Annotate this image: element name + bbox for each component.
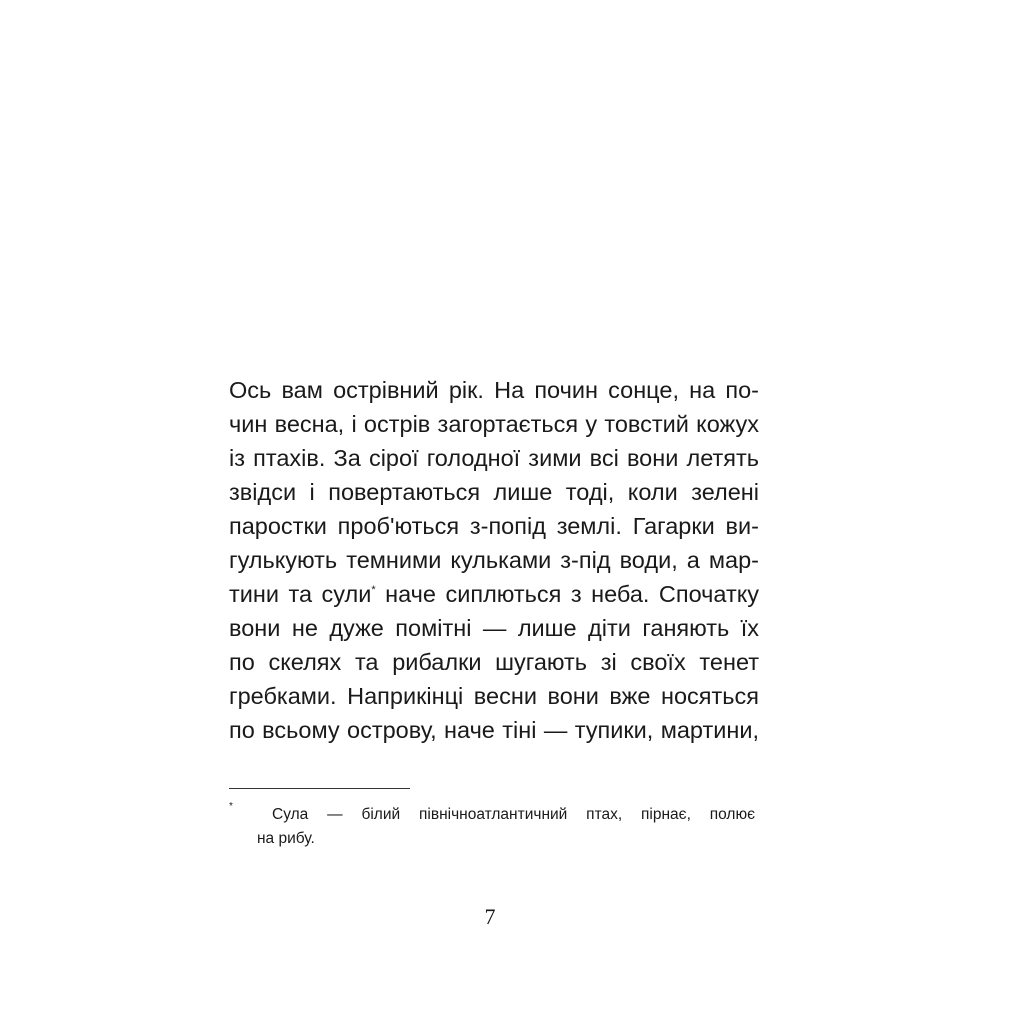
text-line: паростки проб'ються з-попід землі. Гагарки ви- — [229, 513, 759, 539]
text-line: чин весна, і острів загортається у товстий кожух — [229, 411, 759, 437]
text-line: по всьому острову, наче тіні — тупики, мартини, — [229, 717, 759, 743]
text-line: по скелях та рибалки шугають зі своїх тенет — [229, 649, 759, 675]
footnote-reference[interactable]: * — [371, 584, 376, 596]
text-line: вони не дуже помітні — лише діти ганяють їх — [229, 615, 759, 641]
text-line: звідси і повертаються лише тоді, коли зелені — [229, 479, 759, 505]
text-line: Ось вам острівний рік. На почин сонце, на по- — [229, 377, 759, 403]
footnote-divider — [229, 788, 410, 789]
footnote-marker: * — [229, 801, 233, 812]
text-fragment: тини та сули — [229, 581, 372, 607]
text-line — [229, 577, 759, 611]
text-line: гулькують темними кульками з-під води, а мар- — [229, 547, 759, 573]
footnote-text-line: Сула — білий північноатлантичний птах, пірнає, полює — [272, 806, 755, 823]
main-paragraph — [229, 373, 759, 747]
footnote — [229, 803, 755, 851]
text-fragment: наче сиплються з неба. Спочатку — [385, 581, 760, 607]
footnote-text-line: на рибу. — [257, 830, 315, 847]
page-number: 7 — [484, 904, 496, 929]
text-line: гребками. Наприкінці весни вони вже носяться — [229, 683, 759, 709]
text-line: із птахів. За сірої голодної зими всі вони летять — [229, 445, 759, 471]
